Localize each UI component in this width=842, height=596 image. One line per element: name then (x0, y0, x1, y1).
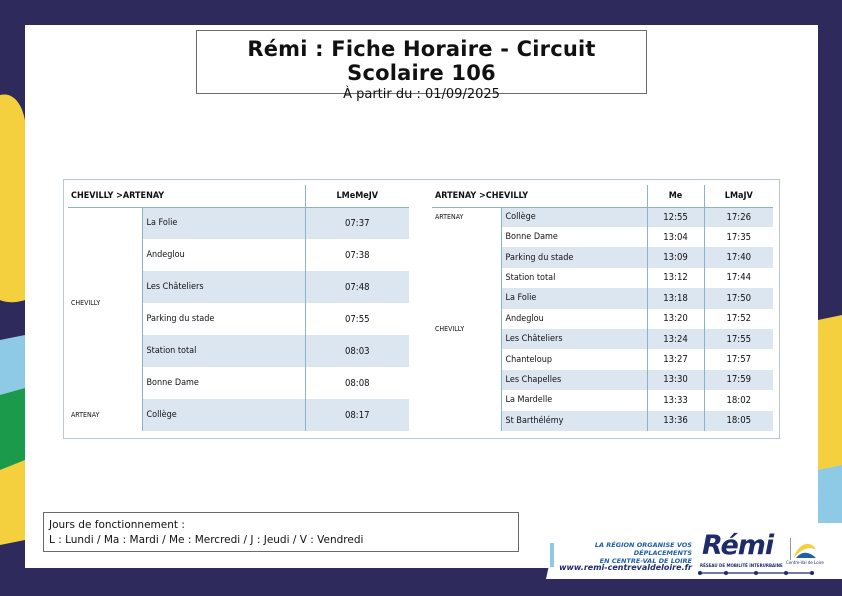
logo-subtitle: RÉSEAU DE MOBILITÉ INTERURBAINE (700, 563, 783, 568)
departure-time: 17:35 (726, 231, 752, 243)
stop-name: Station total (142, 335, 305, 367)
stop-name: Andeglou (501, 309, 647, 329)
departure-time: 08:17 (305, 399, 409, 431)
departure-time: 18:05 (704, 411, 773, 431)
departure-time: 13:24 (647, 329, 704, 349)
departure-time: 13:27 (647, 349, 704, 369)
departure-time: 12:55 (647, 207, 704, 227)
departure-time: 17:50 (704, 288, 773, 308)
region-logo-icon (790, 536, 820, 562)
table-row (432, 207, 773, 227)
column-header: LMeMeJV (305, 185, 409, 207)
table-row (68, 207, 409, 239)
stop-name: Parking du stade (142, 303, 305, 335)
stop-name: Les Châteliers (142, 271, 305, 303)
table-header-row (432, 185, 773, 207)
stop-name: Collège (501, 207, 647, 227)
stop-name: Les Châteliers (501, 329, 647, 349)
stop-name: Andeglou (142, 239, 305, 271)
direction-header: CHEVILLY >ARTENAY (68, 185, 305, 207)
departure-time: 17:57 (726, 354, 752, 366)
city-label: ARTENAY (432, 207, 501, 227)
stop-name: Chanteloup (501, 349, 647, 369)
stop-name: Station total (501, 268, 647, 288)
departure-time: 13:36 (647, 411, 704, 431)
departure-time: 17:40 (704, 247, 773, 267)
legend-title: Jours de fonctionnement : (49, 519, 185, 531)
region-logo-text: Centre-Val de Loire (786, 560, 824, 565)
footer-tagline (552, 541, 692, 565)
departure-time: 13:12 (647, 268, 704, 288)
departure-time: 13:33 (647, 390, 704, 410)
departure-time: 07:37 (305, 207, 409, 239)
legend-text: L : Lundi / Ma : Mardi / Me : Mercredi / J : Jeudi / V : Vendredi (49, 534, 364, 546)
stop-name: Bonne Dame (142, 367, 305, 399)
column-header: Me (647, 185, 704, 207)
title-box (196, 30, 647, 102)
stop-name: Les Chapelles (501, 370, 647, 390)
departure-time: 17:26 (704, 207, 773, 227)
remi-logo: Rémi (702, 530, 774, 561)
transit-line-icon (696, 570, 816, 576)
stop-name: Bonne Dame (501, 227, 647, 247)
departure-time: 13:18 (647, 288, 704, 308)
timetable-chevilly-artenay (68, 185, 409, 431)
legend-box (43, 512, 519, 552)
direction-header: ARTENAY >CHEVILLY (432, 185, 647, 207)
website-link[interactable]: www.remi-centrevaldeloire.fr (559, 563, 692, 572)
table-row (432, 227, 773, 247)
tagline-line-2: EN CENTRE-VAL DE LOIRE (599, 557, 692, 565)
departure-time: 17:52 (726, 313, 752, 325)
departure-time: 07:38 (344, 249, 370, 261)
departure-time: 08:08 (344, 377, 370, 389)
column-header: LMaJV (704, 185, 773, 207)
stop-name: La Mardelle (501, 390, 647, 410)
page-title: Rémi : Fiche Horaire - Circuit Scolaire 106 (247, 37, 596, 85)
timetable-artenay-chevilly (432, 185, 773, 431)
table-header-row (68, 185, 409, 207)
stop-name: La Folie (142, 207, 305, 239)
departure-time: 08:03 (305, 335, 409, 367)
departure-time: 07:48 (305, 271, 409, 303)
city-label: CHEVILLY (68, 207, 142, 399)
stop-name: Collège (142, 399, 305, 431)
city-label: ARTENAY (68, 399, 142, 431)
tagline-line-1: LA RÉGION ORGANISE VOS DÉPLACEMENTS (594, 541, 692, 557)
departure-time: 13:30 (647, 370, 704, 390)
departure-time: 07:55 (344, 313, 370, 325)
page-subtitle: À partir du : 01/09/2025 (343, 87, 500, 102)
city-label: CHEVILLY (432, 227, 501, 431)
departure-time: 17:55 (704, 329, 773, 349)
table-row (68, 399, 409, 431)
stop-name: St Barthélémy (501, 411, 647, 431)
departure-time: 13:04 (647, 227, 704, 247)
departure-time: 13:20 (647, 309, 704, 329)
stop-name: La Folie (501, 288, 647, 308)
departure-time: 17:59 (704, 370, 773, 390)
departure-time: 17:44 (726, 272, 752, 284)
departure-time: 18:02 (726, 394, 752, 406)
departure-time: 13:09 (647, 247, 704, 267)
stop-name: Parking du stade (501, 247, 647, 267)
